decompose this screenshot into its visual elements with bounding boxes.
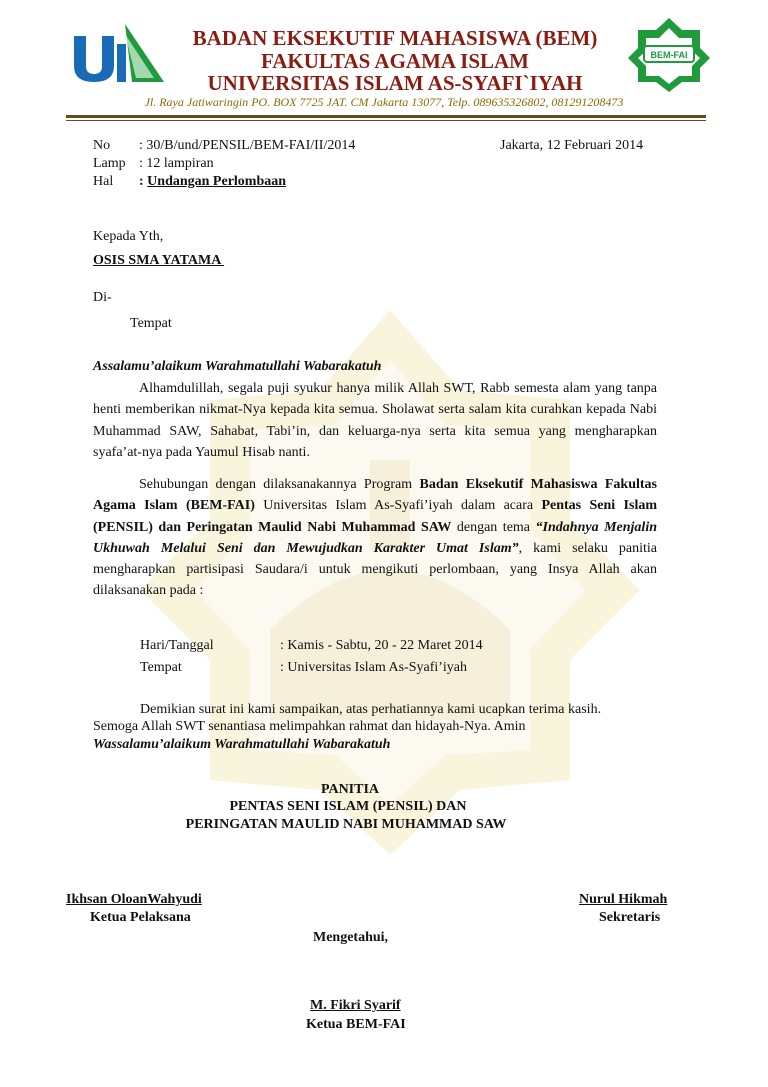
p2-text-c: Universitas Islam As-Syafi’iyah dalam acara: [254, 498, 542, 514]
hari-value: : Kamis - Sabtu, 20 - 22 Maret 2014: [280, 638, 483, 653]
left-signatory-name: Ikhsan OloanWahyudi: [66, 892, 202, 907]
left-signatory-role: Ketua Pelaksana: [90, 910, 191, 925]
paragraph-1: [93, 378, 657, 463]
faculty-name: FAKULTAS AGAMA ISLAM: [261, 49, 529, 73]
header-rule-thick: [66, 115, 706, 118]
hal-label: Hal: [93, 174, 114, 189]
p2-text-e: dengan tema: [451, 519, 536, 535]
opening-salam: Assalamu’alaikum Warahmatullahi Wabarakatuh: [93, 359, 382, 374]
lamp-label: Lamp: [93, 156, 126, 171]
recipient-di: Di-: [93, 290, 112, 305]
recipient-tempat: Tempat: [130, 316, 172, 331]
committee-line-2: PENTAS SENI ISLAM (PENSIL) DAN: [229, 799, 467, 814]
org-name: BADAN EKSEKUTIF MAHASISWA (BEM): [192, 26, 598, 50]
hal-colon: :: [139, 174, 148, 189]
paragraph-1-text: Alhamdulillah, segala puji syukur hanya milik Allah SWT, Rabb semesta alam yang tanpa henti memberikan nikmat-Nya kepada kita semua. Sholawat serta salam kita curahkan kepada Nabi Muhammad SAW, Sahabat, Tabi’in, dan keluarga-nya serta kita semua yang mengharapkan syafa’at-nya pada Yaumul Hisab nanti.: [93, 381, 657, 460]
center-signatory-role: Ketua BEM-FAI: [306, 1017, 406, 1032]
hal-value: [139, 173, 286, 191]
p2-program: Badan Eksekutif Mahasiswa Fakultas Agama Islam (BEM-FAI): [93, 477, 657, 514]
closing-line-2: Semoga Allah SWT senantiasa melimpahkan rahmat dan hidayah-Nya. Amin: [93, 719, 526, 734]
right-signatory-role: Sekretaris: [599, 910, 661, 925]
no-label: No: [93, 138, 111, 153]
right-signatory-name: Nurul Hikmah: [579, 892, 668, 907]
committee-title: PANITIA: [320, 782, 380, 797]
recipient-greeting: Kepada Yth,: [93, 229, 164, 244]
p2-text-g: , kami selaku panitia mengharapkan partisipasi Saudara/i untuk mengikuti perlombaan, yang Insya Allah akan dilaksanakan pada :: [93, 540, 657, 599]
no-value: : 30/B/und/PENSIL/BEM-FAI/II/2014: [139, 138, 356, 153]
closing-salam: Wassalamu’alaikum Warahmatullahi Wabarakatuh: [93, 737, 391, 752]
lamp-value: : 12 lampiran: [139, 156, 214, 171]
place-date: Jakarta, 12 Februari 2014: [500, 138, 644, 153]
tempat-label: Tempat: [140, 660, 182, 675]
recipient-name: OSIS SMA YATAMA: [93, 253, 225, 268]
mengetahui-label: Mengetahui,: [313, 930, 389, 945]
center-signatory-name: M. Fikri Syarif: [310, 998, 401, 1013]
closing-line-1: Demikian surat ini kami sampaikan, atas perhatiannya kami ucapkan terima kasih.: [140, 702, 602, 717]
university-name: UNIVERSITAS ISLAM AS-SYAFI`IYAH: [207, 71, 583, 95]
org-address: Jl. Raya Jatiwaringin PO. BOX 7725 JAT. CM Jakarta 13077, Telp. 089635326802, 081291208473: [144, 95, 624, 109]
p2-event: Pentas Seni Islam (PENSIL) dan Peringatan Maulid Nabi Muhammad SAW: [93, 498, 657, 535]
hari-label: Hari/Tanggal: [140, 638, 214, 653]
bem-fai-logo-text: BEM-FAI: [650, 50, 688, 60]
header-rule-thin: [66, 120, 706, 121]
paragraph-2: [93, 474, 657, 602]
tempat-value: : Universitas Islam As-Syafi’iyah: [280, 660, 468, 675]
p2-theme: “Indahnya Menjalin Ukhuwah Melalui Seni dan Mewujudkan Karakter Umat Islam”: [93, 519, 657, 556]
p2-text-a: Sehubungan dengan dilaksanakannya Program: [139, 477, 420, 492]
hal-subject: Undangan Perlombaan: [147, 174, 287, 189]
committee-line-3: PERINGATAN MAULID NABI MUHAMMAD SAW: [185, 817, 507, 832]
